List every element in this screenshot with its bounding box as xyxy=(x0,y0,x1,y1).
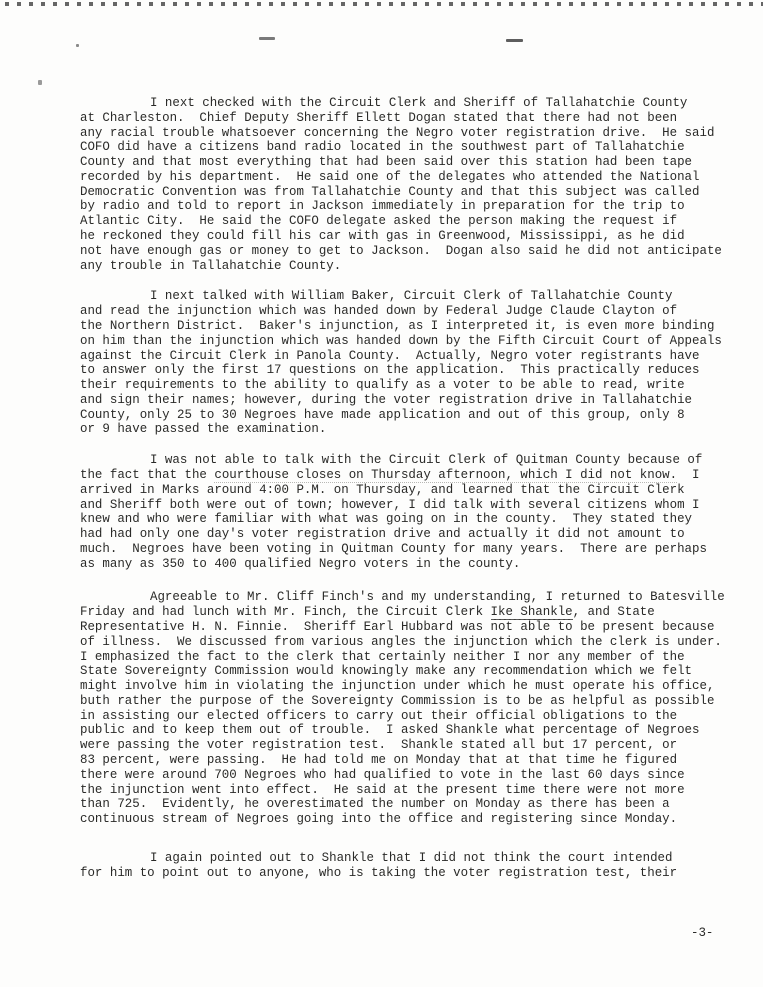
text-line: and Sheriff both were out of town; however, I did talk with several citizens whom I xyxy=(80,497,700,512)
text-line: as many as 350 to 400 qualified Negro voters in the county. xyxy=(80,556,521,571)
text-line: arrived in Marks around 4:00 P.M. on Thursday, and learned that the Circuit Clerk xyxy=(80,482,685,497)
text-line: much. Negroes have been voting in Quitman County for many years. There are perhaps xyxy=(80,541,707,556)
text-line: at Charleston. Chief Deputy Sheriff Ellett Dogan stated that there had not been xyxy=(80,110,678,125)
paragraph xyxy=(80,96,752,273)
text-line: there were around 700 Negroes who had qualified to vote in the last 60 days since xyxy=(80,767,685,782)
text-line: I was not able to talk with the Circuit Clerk of Quitman County because of xyxy=(150,453,703,468)
annotation-mark: courthouse closes on Thursday afternoon, which I did not know. xyxy=(214,467,678,482)
text-line: by radio and told to report in Jackson immediately in preparation for the trip to xyxy=(80,199,685,214)
text-line: were passing the voter registration test. Shankle stated all but 17 percent, or xyxy=(80,738,678,753)
text-line: the Northern District. Baker's injunction, as I interpreted it, is even more binding xyxy=(80,318,715,333)
text-line: I again pointed out to Shankle that I did not think the court intended xyxy=(150,850,673,865)
text-line: any trouble in Tallahatchie County. xyxy=(80,258,342,273)
perforation-dots xyxy=(5,2,763,6)
text-line: I next talked with William Baker, Circuit Clerk of Tallahatchie County xyxy=(150,289,673,304)
text-line: buth rather the purpose of the Sovereignty Commission is to be as helpful as possible xyxy=(80,693,715,708)
text-line: and sign their names; however, during the voter registration drive in Tallahatchie xyxy=(80,392,693,407)
text-line: might involve him in violating the injunction under which he must operate his office, xyxy=(80,679,715,694)
text-line: Democratic Convention was from Tallahatchie County and that this subject was called xyxy=(80,184,700,199)
text-line: County and that most everything that had been said over this station had been tape xyxy=(80,155,693,170)
text-line: continuous stream of Negroes going into the office and registering since Monday. xyxy=(80,812,678,827)
paragraph xyxy=(80,851,752,881)
text-line: Friday and had lunch with Mr. Finch, the Circuit Clerk Ike Shankle, and State xyxy=(80,605,655,620)
text-line: recorded by his department. He said one of the delegates who attended the National xyxy=(80,169,700,184)
text-line: against the Circuit Clerk in Panola County. Actually, Negro voter registrants have xyxy=(80,348,700,363)
page-number: -3- xyxy=(691,926,714,940)
text-line: for him to point out to anyone, who is taking the voter registration test, their xyxy=(80,865,678,880)
document-body xyxy=(80,96,752,881)
text-line: COFO did have a citizens band radio located in the southwest part of Tallahatchie xyxy=(80,140,685,155)
paragraph xyxy=(80,453,752,571)
text-line: their requirements to the ability to qualify as a voter to be able to read, write xyxy=(80,378,685,393)
text-line: and read the injunction which was handed down by Federal Judge Claude Clayton of xyxy=(80,304,678,319)
text-line: knew and who were familiar with what was going on in the county. They stated they xyxy=(80,512,693,527)
text-line: public and to keep them out of trouble. I asked Shankle what percentage of Negroes xyxy=(80,723,700,738)
annotation-mark: Ike Shankle xyxy=(490,605,573,620)
scan-speck xyxy=(76,44,79,47)
text-line: not have enough gas or money to get to Jackson. Dogan also said he did not anticipate xyxy=(80,243,722,258)
annotation-mark: not able to xyxy=(490,620,573,634)
text-line: Atlantic City. He said the COFO delegate asked the person making the request if xyxy=(80,214,678,229)
text-line: in assisting our elected officers to carry out their official obligations to the xyxy=(80,708,678,723)
text-line: County, only 25 to 30 Negroes have made application and out of this group, only 8 xyxy=(80,407,685,422)
text-line: the fact that the courthouse closes on Thursday afternoon, which I did not know. I xyxy=(80,467,700,482)
text-line: of illness. We discussed from various angles the injunction which the clerk is under. xyxy=(80,634,722,649)
text-line: on him than the injunction which was handed down by the Fifth Circuit Court of Appeals xyxy=(80,333,722,348)
text-line: 83 percent, were passing. He had told me on Monday that at that time he figured xyxy=(80,753,678,768)
text-line: had had only one day's voter registration drive and actually it did not amount to xyxy=(80,527,685,542)
text-line: he reckoned they could fill his car with gas in Greenwood, Mississippi, as he did xyxy=(80,229,685,244)
text-line: or 9 have passed the examination. xyxy=(80,422,327,437)
text-line: I next checked with the Circuit Clerk and Sheriff of Tallahatchie County xyxy=(150,96,688,110)
paragraph xyxy=(80,590,752,827)
text-line: Representative H. N. Finnie. Sheriff Earl Hubbard was not able to be present because xyxy=(80,620,715,634)
text-line: than 725. Evidently, he overestimated the number on Monday as there has been a xyxy=(80,797,670,812)
text-line: State Sovereignty Commission would knowingly make any recommendation which we felt xyxy=(80,664,693,679)
paragraph xyxy=(80,289,752,437)
text-line: to answer only the first 17 questions on the application. This practically reduces xyxy=(80,363,700,378)
text-line: Agreeable to Mr. Cliff Finch's and my understanding, I returned to Batesville xyxy=(150,590,725,605)
text-line: I emphasized the fact to the clerk that certainly neither I nor any member of the xyxy=(80,649,685,664)
text-line: any racial trouble whatsoever concerning the Negro voter registration drive. He said xyxy=(80,125,715,140)
scan-speck xyxy=(38,80,42,85)
scan-smudge xyxy=(506,39,523,42)
scan-smudge xyxy=(259,37,275,40)
text-line: the injunction went into effect. He said at the present time there were not more xyxy=(80,782,685,797)
